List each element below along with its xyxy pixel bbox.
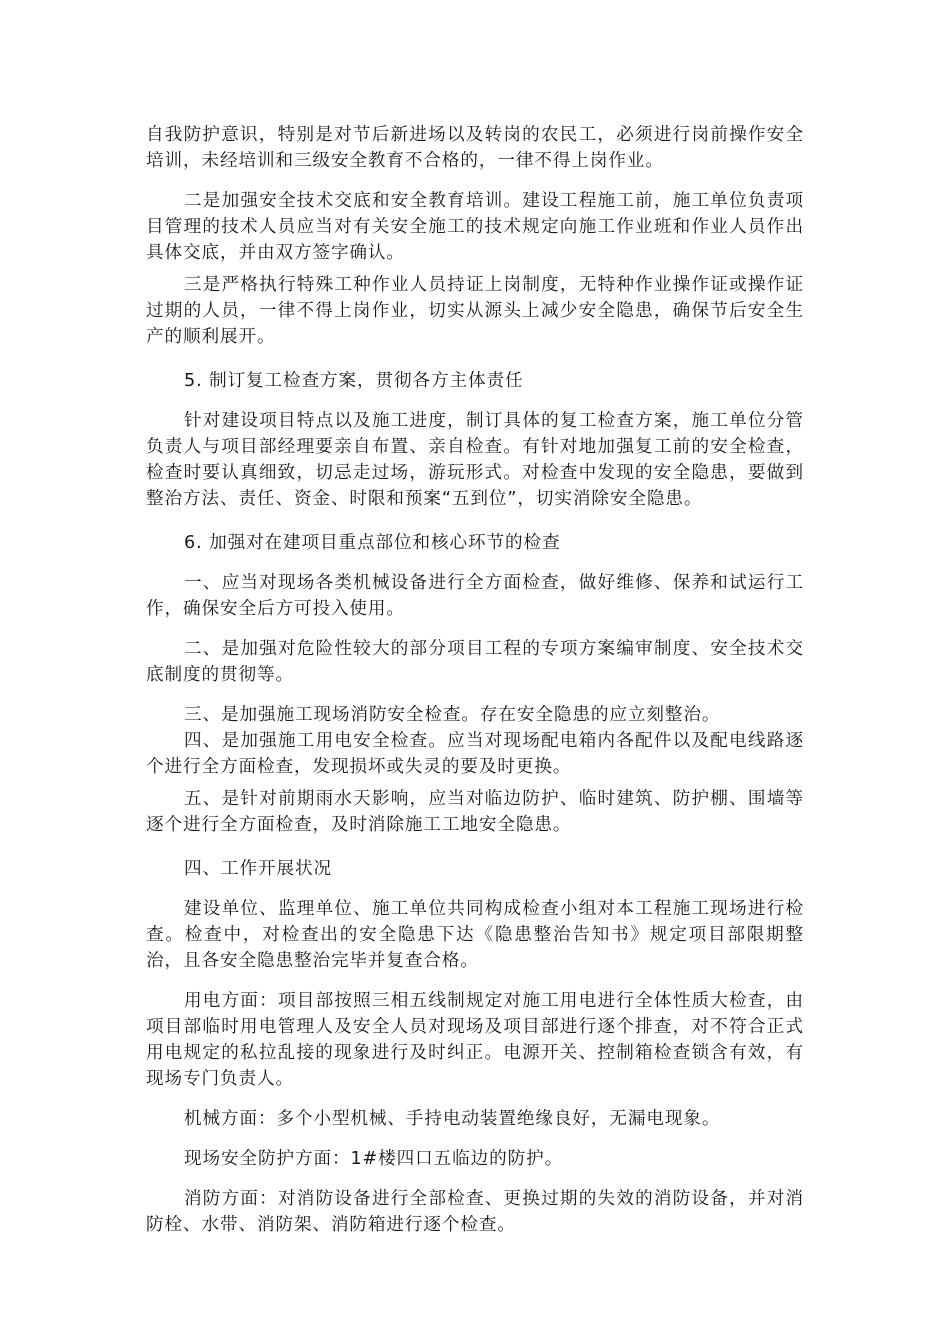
paragraph-item-3: 三、是加强施工现场消防安全检查。存在安全隐患的应立刻整治。 (184, 705, 721, 725)
paragraph-item-1: 一、应当对现场各类机械设备进行全方面检查，做好维修、保养和试运行工作，确保安全后方可投入使用。 (146, 573, 804, 619)
paragraph-item-4: 四、是加强施工用电安全检查。应当对现场配电箱内各配件以及配电线路逐个进行全方面检查，发现损坏或失灵的要及时更换。 (146, 731, 804, 777)
paragraph-item-2: 二、是加强对危险性较大的部分项目工程的专项方案编审制度、安全技术交底制度的贯彻等。 (146, 639, 804, 685)
paragraph-inspection-team: 建设单位、监理单位、施工单位共同构成检查小组对本工程施工现场进行检查。检查中，对检查出的安全隐患下达《隐患整治告知书》规定项目部限期整治，且各安全隐患整治完毕并复查合格。 (146, 899, 804, 971)
section-heading-work-status: 四、工作开展状况 (184, 859, 332, 879)
section-heading-5: 5. 制订复工检查方案，贯彻各方主体责任 (184, 371, 524, 391)
paragraph-site-protection: 现场安全防护方面：1#楼四口五临边的防护。 (184, 1149, 564, 1169)
paragraph-electricity: 用电方面：项目部按照三相五线制规定对施工用电进行全体性质大检查，由项目部临时用电管理人及安全人员对现场及项目部进行逐个排查，对不符合正式用电规定的私拉乱接的现象进行及时纠正。电源开关、控制箱检查锁含有效，有现场专门负责人。 (146, 991, 804, 1089)
paragraph-safety-briefing: 二是加强安全技术交底和安全教育培训。建设工程施工前，施工单位负责项目管理的技术人员应当对有关安全施工的技术规定向施工作业班和作业人员作出具体交底，并由双方签字确认。 (146, 191, 804, 263)
paragraph-item-5: 五、是针对前期雨水天影响，应当对临边防护、临时建筑、防护棚、围墙等逐个进行全方面检查，及时消除施工工地安全隐患。 (146, 789, 804, 835)
paragraph-fire-safety: 消防方面：对消防设备进行全部检查、更换过期的失效的消防设备，并对消防栓、水带、消防架、消防箱进行逐个检查。 (146, 1189, 804, 1235)
paragraph-special-workers: 三是严格执行特殊工种作业人员持证上岗制度，无特种作业操作证或操作证过期的人员，一律不得上岗作业，切实从源头上减少安全隐患，确保节后安全生产的顺利展开。 (146, 275, 804, 347)
paragraph-inspection-plan: 针对建设项目特点以及施工进度，制订具体的复工检查方案，施工单位分管负责人与项目部经理要亲自布置、亲自检查。有针对地加强复工前的安全检查，检查时要认真细致，切忌走过场，游玩形式。对检查中发现的安全隐患，要做到整治方法、责任、资金、时限和预案“五到位”，切实消除安全隐患。 (146, 411, 804, 509)
paragraph-continuation: 自我防护意识，特别是对节后新进场以及转岗的农民工，必须进行岗前操作安全培训，未经培训和三级安全教育不合格的，一律不得上岗作业。 (146, 125, 804, 171)
section-heading-6: 6. 加强对在建项目重点部位和核心环节的检查 (184, 533, 561, 553)
paragraph-machinery: 机械方面：多个小型机械、手持电动装置绝缘良好，无漏电现象。 (184, 1109, 721, 1129)
